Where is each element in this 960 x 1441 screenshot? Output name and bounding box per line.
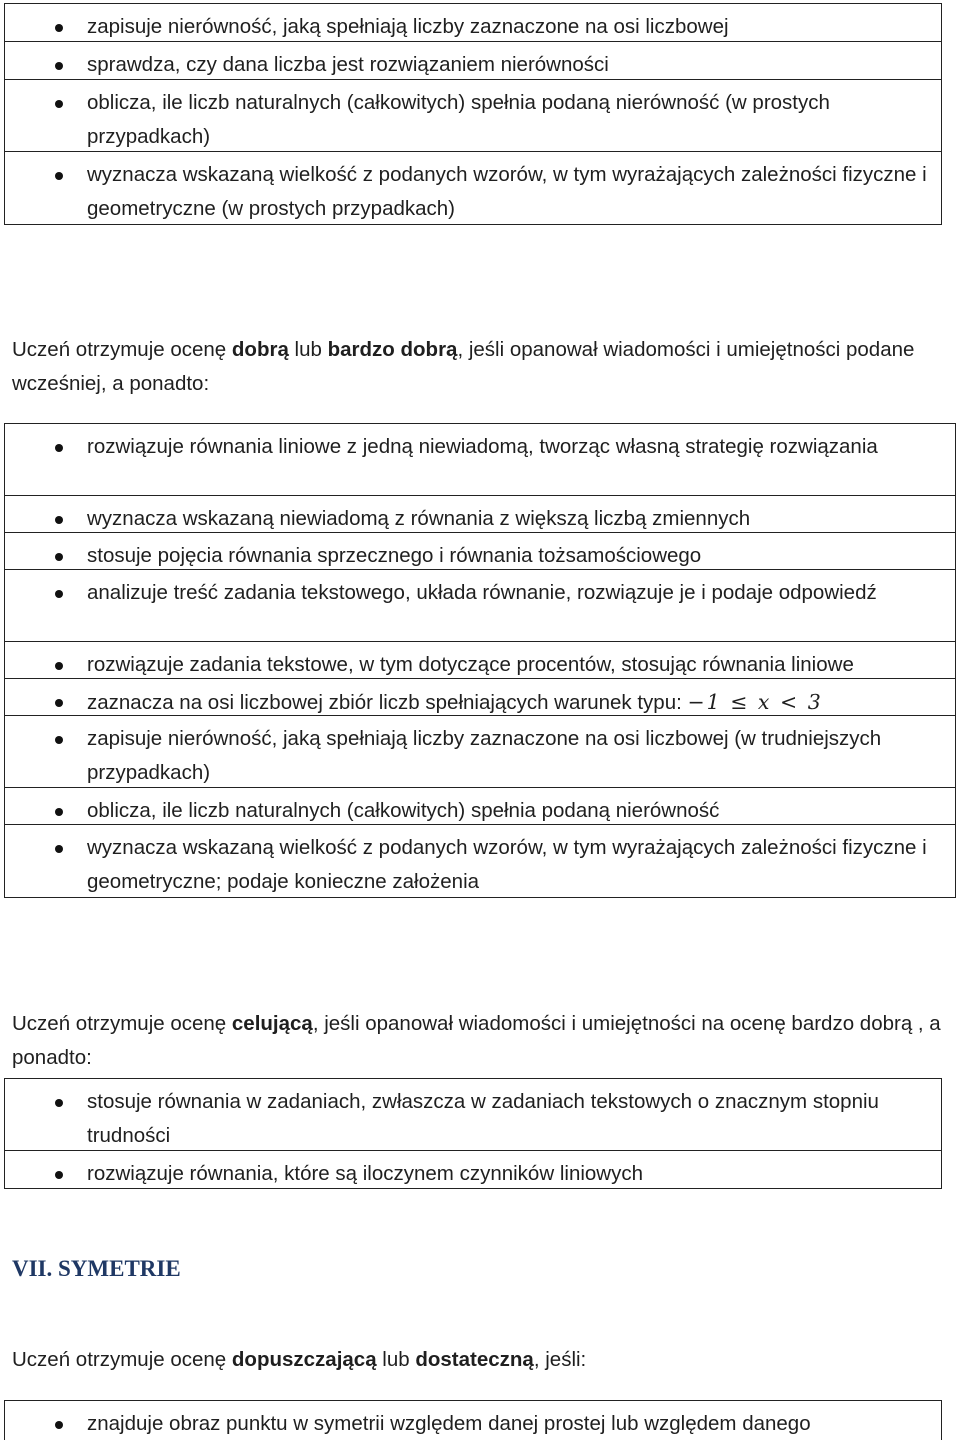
list-item: zaznacza na osi liczbowej zbiór liczb spełniających warunek typu: −1 ≤ x < 3 — [5, 679, 955, 716]
bullet-icon — [55, 24, 63, 32]
requirements-box-4 — [4, 1400, 942, 1440]
grade-intro-good: Uczeń otrzymuje ocenę dobrą lub bardzo dobrą, jeśli opanował wiadomości i umiejętności podane wcześniej, a ponadto: — [12, 338, 915, 395]
list-item: wyznacza wskazaną wielkość z podanych wzorów, w tym wyrażających zależności fizyczne i geometryczne (w prostych przypadkach) — [5, 152, 941, 224]
list-item: oblicza, ile liczb naturalnych (całkowitych) spełnia podaną nierówność (w prostych przypadkach) — [5, 80, 941, 152]
list-item: wyznacza wskazaną wielkość z podanych wzorów, w tym wyrażających zależności fizyczne i geometryczne; podaje konieczne założenia — [5, 825, 955, 897]
requirements-box-3 — [4, 1078, 942, 1189]
list-item: zapisuje nierówność, jaką spełniają liczby zaznaczone na osi liczbowej — [5, 4, 941, 42]
grade-intro-sufficient: Uczeń otrzymuje ocenę dopuszczającą lub dostateczną, jeśli: — [12, 1348, 587, 1371]
bullet-icon — [55, 845, 63, 853]
bullet-icon — [55, 444, 63, 452]
list-item: wyznacza wskazaną niewiadomą z równania z większą liczbą zmiennych — [5, 496, 955, 533]
requirements-box-1 — [4, 3, 942, 225]
list-item: stosuje pojęcia równania sprzecznego i równania tożsamościowego — [5, 533, 955, 570]
list-item: oblicza, ile liczb naturalnych (całkowitych) spełnia podaną nierówność — [5, 788, 955, 825]
list-item: stosuje równania w zadaniach, zwłaszcza w zadaniach tekstowych o znacznym stopniu trudności — [5, 1079, 941, 1151]
bullet-icon — [55, 662, 63, 670]
bullet-icon — [55, 1171, 63, 1179]
bullet-icon — [55, 736, 63, 744]
bullet-icon — [55, 1421, 63, 1429]
list-item: znajduje obraz punktu w symetrii względem danej prostej lub względem danego — [5, 1401, 941, 1441]
list-item: sprawdza, czy dana liczba jest rozwiązaniem nierówności — [5, 42, 941, 80]
bullet-icon — [55, 590, 63, 598]
list-item: rozwiązuje równania, które są iloczynem czynników liniowych — [5, 1151, 941, 1188]
bullet-icon — [55, 62, 63, 70]
inequality-formula: −1 ≤ x < 3 — [687, 690, 823, 714]
bullet-icon — [55, 172, 63, 180]
bullet-icon — [55, 1099, 63, 1107]
list-item: rozwiązuje zadania tekstowe, w tym dotyczące procentów, stosując równania liniowe — [5, 642, 955, 679]
bullet-icon — [55, 699, 63, 707]
section-title: VII. SYMETRIE — [12, 1256, 181, 1281]
bullet-icon — [55, 553, 63, 561]
grade-intro-excellent: Uczeń otrzymuje ocenę celującą, jeśli opanował wiadomości i umiejętności na ocenę bardzo dobrą , a ponadto: — [12, 1012, 941, 1069]
bullet-icon — [55, 100, 63, 108]
list-item: rozwiązuje równania liniowe z jedną niewiadomą, tworząc własną strategię rozwiązania — [5, 424, 955, 496]
list-item: zapisuje nierówność, jaką spełniają liczby zaznaczone na osi liczbowej (w trudniejszych przypadkach) — [5, 716, 955, 788]
requirements-box-2 — [4, 423, 956, 898]
list-item: analizuje treść zadania tekstowego, układa równanie, rozwiązuje je i podaje odpowiedź — [5, 570, 955, 642]
bullet-icon — [55, 516, 63, 524]
bullet-icon — [55, 808, 63, 816]
